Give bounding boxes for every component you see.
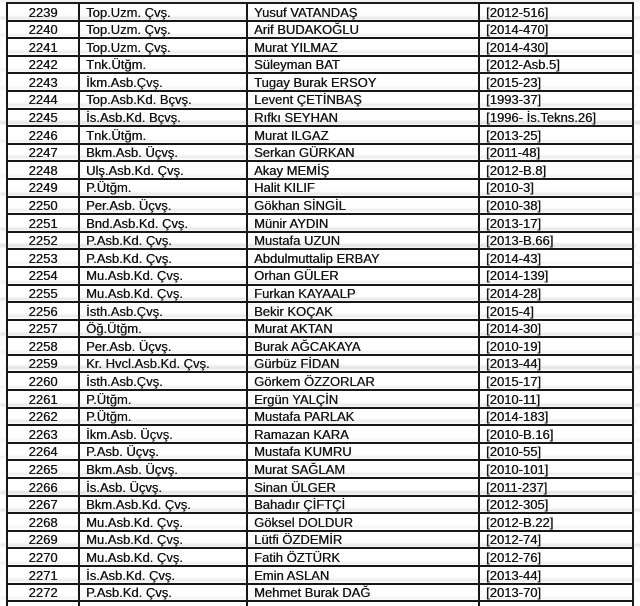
table-row (8, 409, 632, 427)
table-row-clipped (8, 602, 632, 606)
cell-name: Akay MEMİŞ (246, 162, 478, 178)
cell-rank: Top.Uzm. Çvş. (78, 4, 246, 20)
cell-row-number: 2257 (28, 321, 58, 337)
cell-code: [2010-101] (478, 461, 632, 477)
cell-code: [2014-139] (478, 268, 632, 284)
table-row (8, 426, 632, 444)
cell-row-number: 2272 (28, 585, 58, 601)
table-row (8, 532, 632, 550)
cell-row-number: 2256 (28, 303, 58, 319)
cell-name: Mustafa KUMRU (246, 444, 478, 460)
cell-code: [2011-237] (478, 479, 632, 495)
cell-code: [2013-70] (478, 585, 632, 601)
cell-row-number: 2245 (28, 110, 58, 126)
cell-code: [2013-B.66] (478, 233, 632, 249)
cell-code: [2010-38] (478, 198, 632, 214)
cell-code: [2014-430] (478, 39, 632, 55)
table-row (8, 461, 632, 479)
cell-code: [2010-19] (478, 338, 632, 354)
cell-rank: P.Ütğm. (78, 391, 246, 407)
cell-row-number: 2244 (28, 92, 58, 108)
cell-row-number: 2271 (28, 567, 58, 583)
cell-row-number: 2253 (28, 250, 58, 266)
cell-row-number: 2269 (28, 532, 58, 548)
cell-row-number: 2246 (28, 127, 58, 143)
cell-rank: Öğ.Ütğm. (78, 321, 246, 337)
cell-rank: Bkm.Asb. Üçvş. (78, 461, 246, 477)
cell-name: Emin ASLAN (246, 567, 478, 583)
cell-row-number: 2264 (28, 444, 58, 460)
cell-code: [2014-183] (478, 409, 632, 425)
cell-row-number: 2242 (28, 57, 58, 73)
cell-row-number: 2263 (28, 426, 58, 442)
cell-name: Rıfkı SEYHAN (246, 110, 478, 126)
table-row (8, 497, 632, 515)
cell-code: [2013-17] (478, 215, 632, 231)
cell-rank: P.Asb. Üçvş. (78, 444, 246, 460)
cell-name: Bekir KOÇAK (246, 303, 478, 319)
cell-name: Göksel DOLDUR (246, 514, 478, 530)
cell-rank: P.Ütğm. (78, 409, 246, 425)
cell-row-number: 2268 (28, 514, 58, 530)
cell-row-number: 2239 (28, 4, 58, 20)
cell-name: Gökhan SİNGİL (246, 198, 478, 214)
cell-name: Yusuf VATANDAŞ (246, 4, 478, 20)
cell-name: Murat ILGAZ (246, 127, 478, 143)
table-row (8, 180, 632, 198)
cell-name: Gürbüz FİDAN (246, 356, 478, 372)
cell-rank: Mu.Asb.Kd. Çvş. (78, 532, 246, 548)
cell-name: Bahadır ÇİFTÇİ (246, 497, 478, 513)
cell-row-number: 2258 (28, 338, 58, 354)
table-row (8, 74, 632, 92)
cell-row-number: 2267 (28, 497, 58, 513)
cell-name: Levent ÇETİNBAŞ (246, 92, 478, 108)
cell-name (246, 602, 478, 606)
cell-row-number: 2251 (28, 215, 58, 231)
cell-rank: İkm.Asb.Çvş. (78, 74, 246, 90)
cell-rank: İkm.Asb. Üçvş. (78, 426, 246, 442)
cell-code (478, 602, 632, 606)
table-row (8, 373, 632, 391)
cell-row-number: 2270 (28, 549, 58, 565)
table-row (8, 514, 632, 532)
cell-code: [2012-Asb.5] (478, 57, 632, 73)
table-row (8, 250, 632, 268)
cell-rank: Mu.Asb.Kd. Çvş. (78, 286, 246, 302)
cell-name: Lütfi ÖZDEMİR (246, 532, 478, 548)
table-row (8, 162, 632, 180)
cell-code: [2012-B.22] (478, 514, 632, 530)
cell-rank: Bkm.Asb.Kd. Çvş. (78, 497, 246, 513)
cell-rank: Mu.Asb.Kd. Çvş. (78, 549, 246, 565)
cell-name: Mustafa PARLAK (246, 409, 478, 425)
cell-row-number: 2260 (28, 373, 58, 389)
cell-name: Görkem ÖZZORLAR (246, 373, 478, 389)
cell-row-number: 2265 (28, 461, 58, 477)
cell-rank (78, 602, 246, 606)
table-row (8, 57, 632, 75)
cell-name: Murat AKTAN (246, 321, 478, 337)
cell-name: Ergün YALÇİN (246, 391, 478, 407)
cell-name: Münir AYDIN (246, 215, 478, 231)
cell-rank: Tnk.Ütğm. (78, 57, 246, 73)
cell-row-number: 2254 (28, 268, 58, 284)
table-row (8, 303, 632, 321)
table-row (8, 39, 632, 57)
personnel-table (6, 2, 634, 606)
cell-code: [2010-B.16] (478, 426, 632, 442)
cell-code: [2011-48] (478, 145, 632, 161)
cell-row-number: 2249 (28, 180, 58, 196)
cell-name: Sinan ÜLGER (246, 479, 478, 495)
cell-code: [2013-44] (478, 567, 632, 583)
cell-code: [2012-305] (478, 497, 632, 513)
table-row (8, 391, 632, 409)
cell-rank: P.Asb.Kd. Çvş. (78, 250, 246, 266)
cell-rank: Bkm.Asb. Üçvş. (78, 145, 246, 161)
cell-row-number: 2241 (28, 39, 58, 55)
table-row (8, 585, 632, 603)
cell-name: Furkan KAYAALP (246, 286, 478, 302)
cell-row-number: 2243 (28, 74, 58, 90)
cell-row-number: 2248 (28, 162, 58, 178)
cell-row-number: 2255 (28, 286, 58, 301)
cell-row-number: 2262 (28, 409, 58, 425)
cell-rank: Mu.Asb.Kd. Çvş. (78, 268, 246, 284)
table-row (8, 198, 632, 216)
cell-name: Abdulmuttalip ERBAY (246, 250, 478, 266)
table-row (8, 549, 632, 567)
cell-name: Arif BUDAKOĞLU (246, 22, 478, 38)
cell-code: [2015-23] (478, 74, 632, 90)
cell-rank: P.Asb.Kd. Çvş. (78, 585, 246, 601)
cell-code: [2012-B.8] (478, 162, 632, 178)
table-row (8, 145, 632, 163)
cell-rank: Per.Asb. Üçvş. (78, 198, 246, 214)
cell-rank: Per.Asb. Üçvş. (78, 338, 246, 354)
cell-row-number: 2250 (28, 198, 58, 214)
cell-rank: İs.Asb. Üçvş. (78, 479, 246, 495)
cell-rank: Ulş.Asb.Kd. Çvş. (78, 162, 246, 178)
table-row (8, 356, 632, 374)
cell-row-number: 2252 (28, 233, 58, 249)
cell-rank: Top.Asb.Kd. Bçvş. (78, 92, 246, 108)
cell-code: [2014-43] (478, 250, 632, 266)
cell-code: [2014-30] (478, 321, 632, 337)
cell-name: Ramazan KARA (246, 426, 478, 442)
table-row (8, 233, 632, 251)
cell-code: [1996- İs.Tekns.26] (478, 110, 632, 126)
cell-rank: Tnk.Ütğm. (78, 127, 246, 143)
table-row (8, 286, 632, 304)
cell-name: Murat YILMAZ (246, 39, 478, 55)
cell-code: [2014-28] (478, 286, 632, 302)
cell-rank: İs.Asb.Kd. Bçvş. (78, 110, 246, 126)
table-row (8, 567, 632, 585)
cell-row-number: 2261 (28, 391, 58, 407)
cell-rank: İs.Asb.Kd. Çvş. (78, 567, 246, 583)
cell-row-number: 2259 (28, 356, 58, 372)
cell-row-number: 2266 (28, 479, 58, 495)
table-row (8, 4, 632, 22)
table-row (8, 22, 632, 40)
cell-code: [2015-4] (478, 303, 632, 319)
table-row (8, 479, 632, 497)
cell-name: Murat SAĞLAM (246, 461, 478, 477)
table-row (8, 321, 632, 339)
cell-name: Orhan GÜLER (246, 268, 478, 284)
cell-code: [2012-516] (478, 4, 632, 20)
cell-code: [2010-11] (478, 391, 632, 407)
table-row (8, 110, 632, 128)
cell-name: Süleyman BAT (246, 57, 478, 73)
cell-rank: P.Asb.Kd. Çvş. (78, 233, 246, 249)
cell-name: Fatih ÖZTÜRK (246, 549, 478, 565)
cell-code: [2010-55] (478, 444, 632, 460)
cell-code: [2012-74] (478, 532, 632, 548)
cell-row-number: 2240 (28, 22, 58, 38)
cell-row-number (8, 602, 78, 606)
cell-name: Mustafa UZUN (246, 233, 478, 249)
table-row (8, 92, 632, 110)
cell-code: [2014-470] (478, 22, 632, 38)
cell-name: Serkan GÜRKAN (246, 145, 478, 161)
table-row (8, 444, 632, 462)
cell-rank: İsth.Asb.Çvş. (78, 373, 246, 389)
cell-rank: İsth.Asb.Çvş. (78, 303, 246, 319)
cell-name: Tugay Burak ERSOY (246, 74, 478, 90)
cell-name: Burak AĞCAKAYA (246, 338, 478, 354)
cell-row-number: 2247 (28, 145, 58, 161)
table-row (8, 338, 632, 356)
cell-name: Halit KILIF (246, 180, 478, 196)
cell-name: Mehmet Burak DAĞ (246, 585, 478, 601)
table-row (8, 215, 632, 233)
cell-rank: Top.Uzm. Çvş. (78, 22, 246, 38)
cell-rank: Bnd.Asb.Kd. Çvş. (78, 215, 246, 231)
cell-rank: Mu.Asb.Kd. Çvş. (78, 514, 246, 530)
cell-code: [2015-17] (478, 373, 632, 389)
cell-code: [2013-44] (478, 356, 632, 372)
table-row (8, 268, 632, 286)
cell-code: [2012-76] (478, 549, 632, 565)
cell-rank: P.Ütğm. (78, 180, 246, 196)
cell-code: [2010-3] (478, 180, 632, 196)
cell-code: [2013-25] (478, 127, 632, 143)
cell-rank: Top.Uzm. Çvş. (78, 39, 246, 55)
cell-code: [1993-37] (478, 92, 632, 108)
table-row (8, 127, 632, 145)
cell-rank: Kr. Hvcl.Asb.Kd. Çvş. (78, 356, 246, 372)
